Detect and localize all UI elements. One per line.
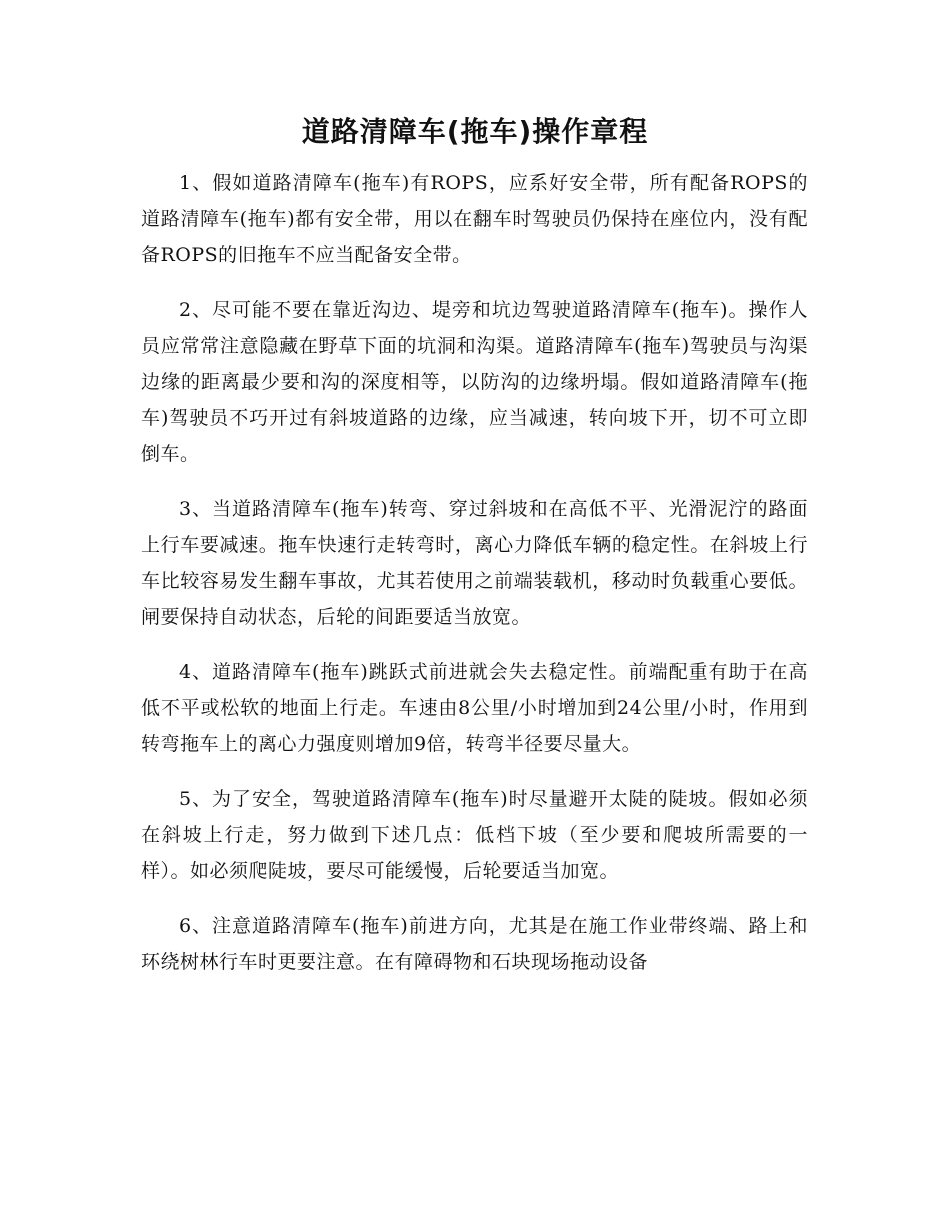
document-body — [141, 165, 808, 999]
paragraph-5: 5、为了安全，驾驶道路清障车(拖车)时尽量避开太陡的陡坡。假如必须在斜坡上行走，努力做到下述几点：低档下坡（至少要和爬坡所需要的一样）。如必须爬陡坡，要尽可能缓慢，后轮要适当加宽。 — [141, 788, 808, 882]
document-title: 道路清障车(拖车)操作章程 — [301, 115, 649, 148]
paragraph-2: 2、尽可能不要在靠近沟边、堤旁和坑边驾驶道路清障车(拖车)。操作人员应常常注意隐藏在野草下面的坑洞和沟渠。道路清障车(拖车)驾驶员与沟渠边缘的距离最少要和沟的深度相等，以防沟的边缘坍塌。假如道路清障车(拖车)驾驶员不巧开过有斜坡道路的边缘，应当减速，转向坡下开，切不可立即倒车。 — [141, 299, 808, 465]
paragraph-4: 4、道路清障车(拖车)跳跃式前进就会失去稳定性。前端配重有助于在高低不平或松软的地面上行走。车速由8公里/小时增加到24公里/小时，作用到转弯拖车上的离心力强度则增加9倍，转弯半径要尽量大。 — [141, 661, 808, 755]
paragraph-1: 1、假如道路清障车(拖车)有ROPS，应系好安全带，所有配备ROPS的道路清障车(拖车)都有安全带，用以在翻车时驾驶员仍保持在座位内，没有配备ROPS的旧拖车不应当配备安全带。 — [141, 172, 808, 266]
paragraph-3: 3、当道路清障车(拖车)转弯、穿过斜坡和在高低不平、光滑泥泞的路面上行车要减速。拖车快速行走转弯时，离心力降低车辆的稳定性。在斜坡上行车比较容易发生翻车事故，尤其若使用之前端装载机，移动时负载重心要低。闸要保持自动状态，后轮的间距要适当放宽。 — [141, 498, 808, 628]
paragraph-6: 6、注意道路清障车(拖车)前进方向，尤其是在施工作业带终端、路上和环绕树林行车时更要注意。在有障碍物和石块现场拖动设备 — [141, 915, 808, 973]
